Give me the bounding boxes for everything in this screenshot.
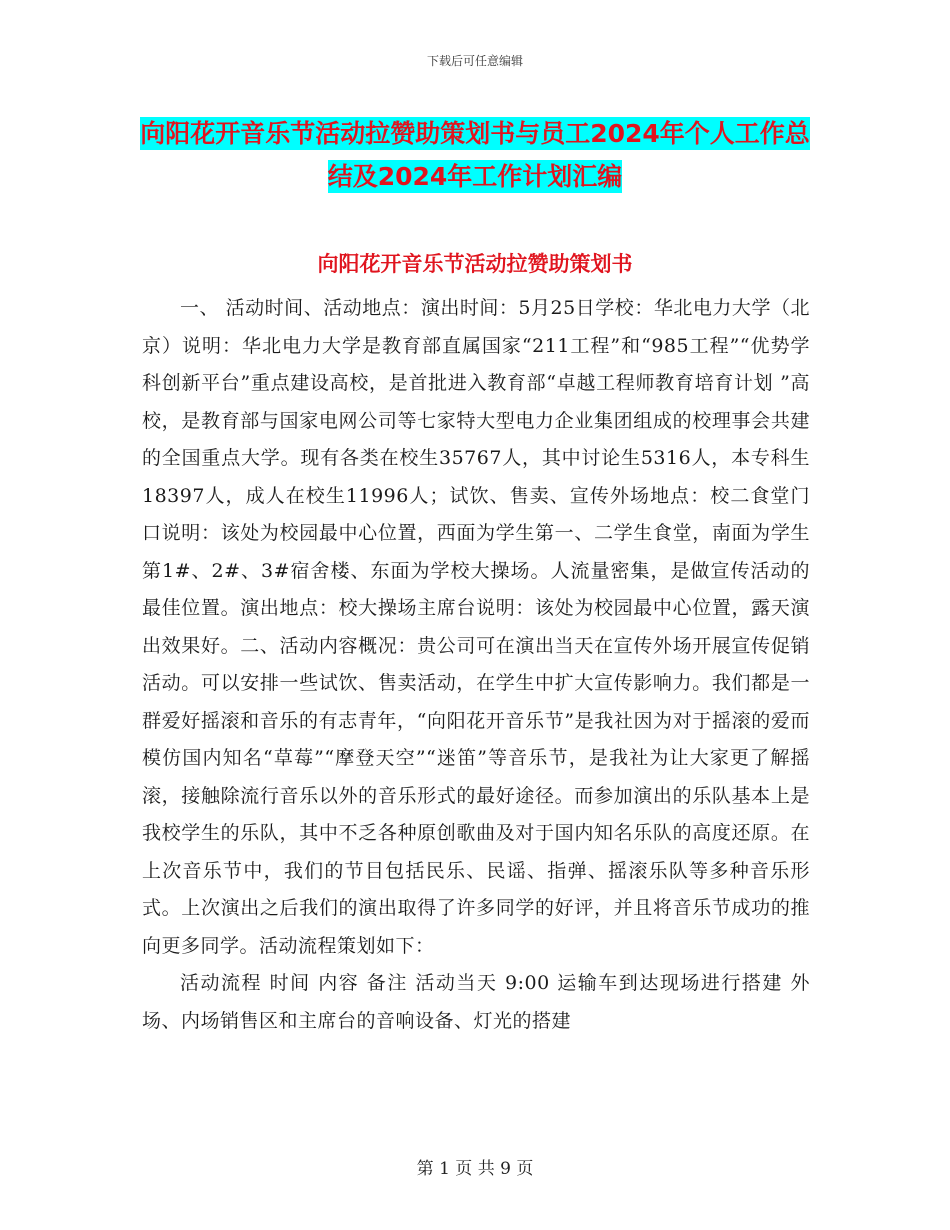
body-paragraph: 活动流程 时间 内容 备注 活动当天 9:00 运输车到达现场进行搭建 外场、内场销售区和主席台的音响设备、灯光的搭建 — [142, 972, 810, 1032]
document-main-title — [140, 112, 810, 198]
header-note: 下载后可任意编辑 — [426, 54, 523, 68]
main-title-highlight: 向阳花开音乐节活动拉赞助策划书与员工2024年个人工作总结及2024年工作计划汇编 — [140, 119, 810, 191]
document-body — [142, 290, 810, 1040]
body-paragraph: 一、 活动时间、活动地点：演出时间：5月25日学校：华北电力大学（北京）说明：华北电力大学是教育部直属国家“211工程”和“985工程”“优势学科创新平台”重点建设高校，是首批进入教育部“卓越工程师教育培育计划 ”高校，是教育部与国家电网公司等七家特大型电力企业集团组成的校理事会共建的全国重点大学。现有各类在校生35767人，其中讨论生5316人，本专科生18397人，成人在校生11996人；试饮、售卖、宣传外场地点：校二食堂门口说明：该处为校园最中心位置，西面为学生第一、二学生食堂，南面为学生第1#、2#、3#宿舍楼、东面为学校大操场。人流量密集，是做宣传活动的最佳位置。演出地点：校大操场主席台说明：该处为校园最中心位置，露天演出效果好。二、活动内容概况：贵公司可在演出当天在宣传外场开展宣传促销活动。可以安排一些试饮、售卖活动，在学生中扩大宣传影响力。我们都是一群爱好摇滚和音乐的有志青年，“向阳花开音乐节”是我社因为对于摇滚的爱而模仿国内知名“草莓”“摩登天空”“迷笛”等音乐节，是我社为让大家更了解摇滚，接触除流行音乐以外的音乐形式的最好途径。而参加演出的乐队基本上是我校学生的乐队，其中不乏各种原创歌曲及对于国内知名乐队的高度还原。在上次音乐节中，我们的节目包括民乐、民谣、指弹、摇滚乐队等多种音乐形式。上次演出之后我们的演出取得了许多同学的好评，并且将音乐节成功的推向更多同学。活动流程策划如下： — [142, 297, 810, 957]
section-title: 向阳花开音乐节活动拉赞助策划书 — [317, 252, 633, 276]
page-indicator: 第 1 页 共 9 页 — [416, 1159, 534, 1179]
